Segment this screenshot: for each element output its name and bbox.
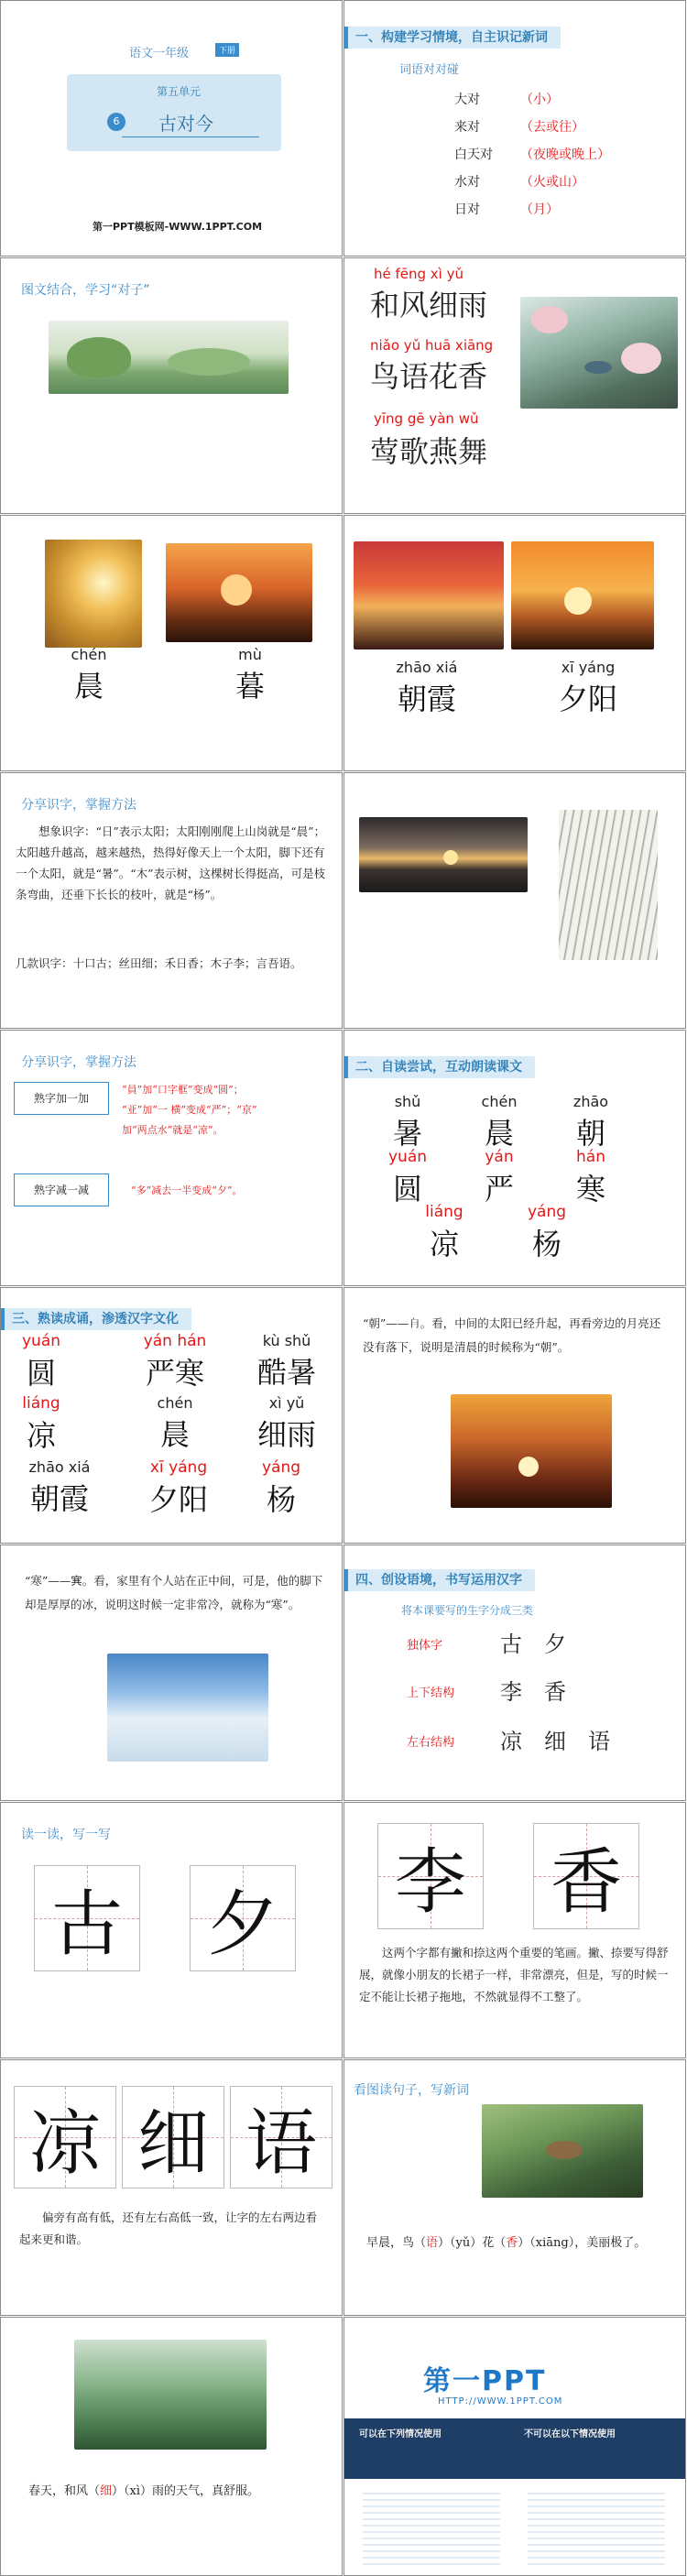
char-card: shǔ 暑 <box>392 1093 422 1151</box>
writing-tip: 这两个字都有撇和捺这两个重要的笔画。撇、捺要写得舒展，就像小朋友的长裙子一样，非常漂亮，但是，写的时候一定不能让长裙子拖地，不然就显得不工整了。 <box>359 1946 669 2003</box>
birds-flowers-image <box>520 297 678 409</box>
unit-label: 第五单元 <box>157 85 202 98</box>
brand-slide <box>344 2317 686 2576</box>
dusk-image <box>166 543 312 642</box>
lesson-title: 古对今 <box>158 113 213 135</box>
write-liang-xi-yu-slide <box>0 2059 343 2316</box>
blossom-shape <box>621 343 661 374</box>
section-header: 三、熟读成诵，渗透汉字文化 <box>1 1308 191 1330</box>
category-label: 左右结构 <box>407 1736 455 1750</box>
couplet-line: 鸟语花香 <box>370 359 488 394</box>
pinyin-line: yīng gē yàn wǔ <box>374 410 479 427</box>
couplet-line: 莺歌燕舞 <box>370 434 488 469</box>
word-chen: chén 晨 <box>71 646 107 704</box>
recite-slide <box>0 1287 343 1544</box>
model-char: 香 <box>550 1841 622 1924</box>
pinyin-line: hé fēng xì yǔ <box>374 266 464 282</box>
sunrise-image <box>451 1394 612 1508</box>
char-card: yáng 杨 <box>527 1203 567 1261</box>
blossom-shape <box>531 306 568 333</box>
zhao-explanation-slide <box>344 1287 686 1544</box>
model-char: 李 <box>394 1841 466 1924</box>
char-card: liáng 凉 <box>425 1203 463 1261</box>
word-card: xì yǔ 细雨 <box>256 1394 316 1452</box>
sun-shape <box>443 850 458 865</box>
category-chars: 古 夕 <box>500 1632 566 1657</box>
word-card: chén 晨 <box>157 1394 193 1452</box>
brand-header <box>344 2318 686 2418</box>
self-reading-slide <box>344 1030 686 1286</box>
couplet-words-slide <box>344 257 686 514</box>
couplet-image-slide <box>0 257 343 514</box>
usage-can-title: 可以在下列情况使用 <box>359 2429 442 2440</box>
method-slide <box>0 772 343 1029</box>
sunrise-sea-image <box>359 817 528 892</box>
sun-shape <box>221 574 252 606</box>
category-chars: 李 香 <box>500 1679 566 1705</box>
title-slide <box>0 0 343 257</box>
read-sentence-2-slide <box>0 2317 343 2576</box>
subtract-method-tag: 熟字减一减 <box>14 1173 109 1206</box>
subtract-method-line: “多”减去一半变成“夕”。 <box>131 1184 243 1196</box>
sentence: 春天，和风（细）（xì）雨的天气，真舒服。 <box>28 2484 260 2498</box>
char-card: hán 寒 <box>575 1148 605 1206</box>
add-method-line: “亚”加“一 横”变成“严”；“京” <box>122 1104 257 1116</box>
lesson-number: 6 <box>107 113 125 131</box>
pair-row: 大对 （ 小 ） <box>454 93 559 107</box>
pair-row: 白天对 （ 夜晚或晚上 ） <box>454 147 610 162</box>
add-method-tag: 熟字加一加 <box>14 1082 109 1115</box>
explanation-text: “寒”——𡨄。看，家里有个人站在正中间，可是，他的脚下却是厚厚的冰，说明这时候一定非常冷，就称为“寒”。 <box>25 1574 323 1611</box>
add-method-line: “員”加“口字框”变成“圆”； <box>122 1084 244 1096</box>
title-card <box>67 74 281 151</box>
hill-shape <box>168 348 250 376</box>
word-card: yán hán 严寒 <box>143 1332 207 1391</box>
word-mu: mù 暮 <box>234 646 265 704</box>
word-zhaoxia: zhāo xiá 朝霞 <box>396 659 458 716</box>
word-card: xī yáng 夕阳 <box>148 1458 208 1517</box>
char-card: yuán 圆 <box>387 1148 428 1206</box>
writing-grid <box>34 1865 140 1971</box>
section-header: 分享识字，掌握方法 <box>21 798 136 813</box>
link-list <box>363 2488 500 2565</box>
writing-grid <box>14 2086 116 2189</box>
section-header: 图文结合，学习“对子” <box>21 283 150 298</box>
volume-badge: 下册 <box>215 43 239 57</box>
writing-grid <box>122 2086 224 2189</box>
section-header: 二、自读尝试，互动朗读课文 <box>344 1056 535 1078</box>
sunset-image <box>511 541 654 649</box>
method-paragraph: 想象识字：“日”表示太阳；太阳刚刚爬上山岗就是“晨”；太阳越升越高，越来越热，热得好像天上一个太阳，脚下还有一个太阳，就是“暑”。“木”表示树，这棵树长得挺高，可是枝条弯曲，还垂下长长的枝叶，就是“杨”。 <box>16 824 326 901</box>
sun-shape <box>564 587 592 615</box>
brand-logo: 第一PPT <box>423 2365 547 2397</box>
morning-image <box>45 540 142 648</box>
section-header: 分享识字，掌握方法 <box>21 1055 136 1070</box>
add-method-line: 加“两点水”就是“凉”。 <box>122 1124 224 1136</box>
bird-branch-image <box>482 2104 643 2198</box>
snow-forest-image <box>107 1654 268 1762</box>
pair-row: 水对 （ 火或山 ） <box>454 175 584 190</box>
word-card: kù shǔ 酷暑 <box>256 1332 316 1390</box>
word-card: yáng 杨 <box>261 1458 301 1517</box>
char-card: chén 晨 <box>481 1093 518 1151</box>
landscape-painting-image <box>49 321 289 394</box>
category-label: 上下结构 <box>407 1686 455 1700</box>
usage-cannot-title: 不可以在以下情况使用 <box>524 2429 616 2440</box>
zhao-yang-images-slide <box>344 772 686 1029</box>
word-card: yuán 圆 <box>21 1332 61 1391</box>
char-card: zhāo 朝 <box>572 1093 609 1151</box>
brand-url: HTTP://WWW.1PPT.COM <box>438 2396 563 2407</box>
category-label: 独体字 <box>407 1639 443 1653</box>
bird-shape <box>584 361 612 374</box>
couplet-line: 和风细雨 <box>370 288 488 322</box>
section-header: 一、构建学习情境，自主识记新词 <box>344 27 561 49</box>
writing-grid <box>533 1823 639 1929</box>
word-pairs-slide <box>344 0 686 257</box>
grade-label: 语文一年级 <box>129 47 190 60</box>
write-gu-xi-slide <box>0 1802 343 2058</box>
rainy-field-image <box>74 2340 267 2450</box>
explanation-text: “朝”——𣍝。看，中间的太阳已经升起，再看旁边的月亮还没有落下，说明是清晨的时候称为“朝”。 <box>363 1316 661 1354</box>
model-char: 凉 <box>28 2102 101 2185</box>
subheader: 将本课要写的生字分成三类 <box>401 1604 534 1617</box>
word-card: zhāo xiá 朝霞 <box>28 1458 91 1516</box>
method-summary: 几款识字：十口古；丝田细；禾日香；木子李；言吾语。 <box>16 956 302 970</box>
han-explanation-slide <box>0 1545 343 1801</box>
writing-grid <box>377 1823 484 1929</box>
sunrise-image <box>354 541 504 649</box>
sun-shape <box>518 1457 539 1477</box>
pinyin-line: niǎo yǔ huā xiāng <box>370 337 494 354</box>
link-list <box>528 2488 665 2565</box>
word-xiyang: xī yáng 夕阳 <box>558 659 617 716</box>
footer-text: 第一PPT模板网-WWW.1PPT.COM <box>93 221 263 233</box>
categorize-chars-slide <box>344 1545 686 1801</box>
pairs-list <box>454 85 674 223</box>
bird-shape <box>546 2141 583 2159</box>
model-char: 细 <box>136 2102 209 2185</box>
read-sentence-slide <box>344 2059 686 2316</box>
writing-tip: 偏旁有高有低，还有左右高低一致，让字的左右两边看起来更和谐。 <box>19 2210 318 2246</box>
zhaoxia-xiyang-slide <box>344 515 686 771</box>
willow-image <box>559 810 658 960</box>
section-header: 四、创设语境，书写运用汉字 <box>344 1569 535 1591</box>
section-header: 读一读，写一写 <box>21 1828 111 1842</box>
tree-shape <box>67 337 131 377</box>
pair-row: 日对 （ 月 ） <box>454 202 559 217</box>
usage-banner <box>344 2418 686 2479</box>
writing-grid <box>190 1865 296 1971</box>
writing-grid <box>230 2086 333 2189</box>
section-header: 看图读句子，写新词 <box>354 2083 469 2098</box>
category-chars: 凉 细 语 <box>500 1729 610 1754</box>
title-underline <box>122 136 259 137</box>
model-char: 夕 <box>206 1883 278 1966</box>
model-char: 语 <box>245 2102 317 2185</box>
chen-mu-slide <box>0 515 343 771</box>
char-card: yán 严 <box>484 1148 514 1206</box>
sentence: 早晨，鸟（语）（yǔ）花（香）（xiāng），美丽极了。 <box>366 2236 647 2250</box>
subheader: 词语对对碰 <box>399 63 460 77</box>
word-card: liáng 凉 <box>22 1394 60 1453</box>
pair-row: 来对 （ 去或往 ） <box>454 120 584 135</box>
method-add-subtract-slide <box>0 1030 343 1286</box>
write-li-xiang-slide <box>344 1802 686 2058</box>
model-char: 古 <box>50 1883 123 1966</box>
